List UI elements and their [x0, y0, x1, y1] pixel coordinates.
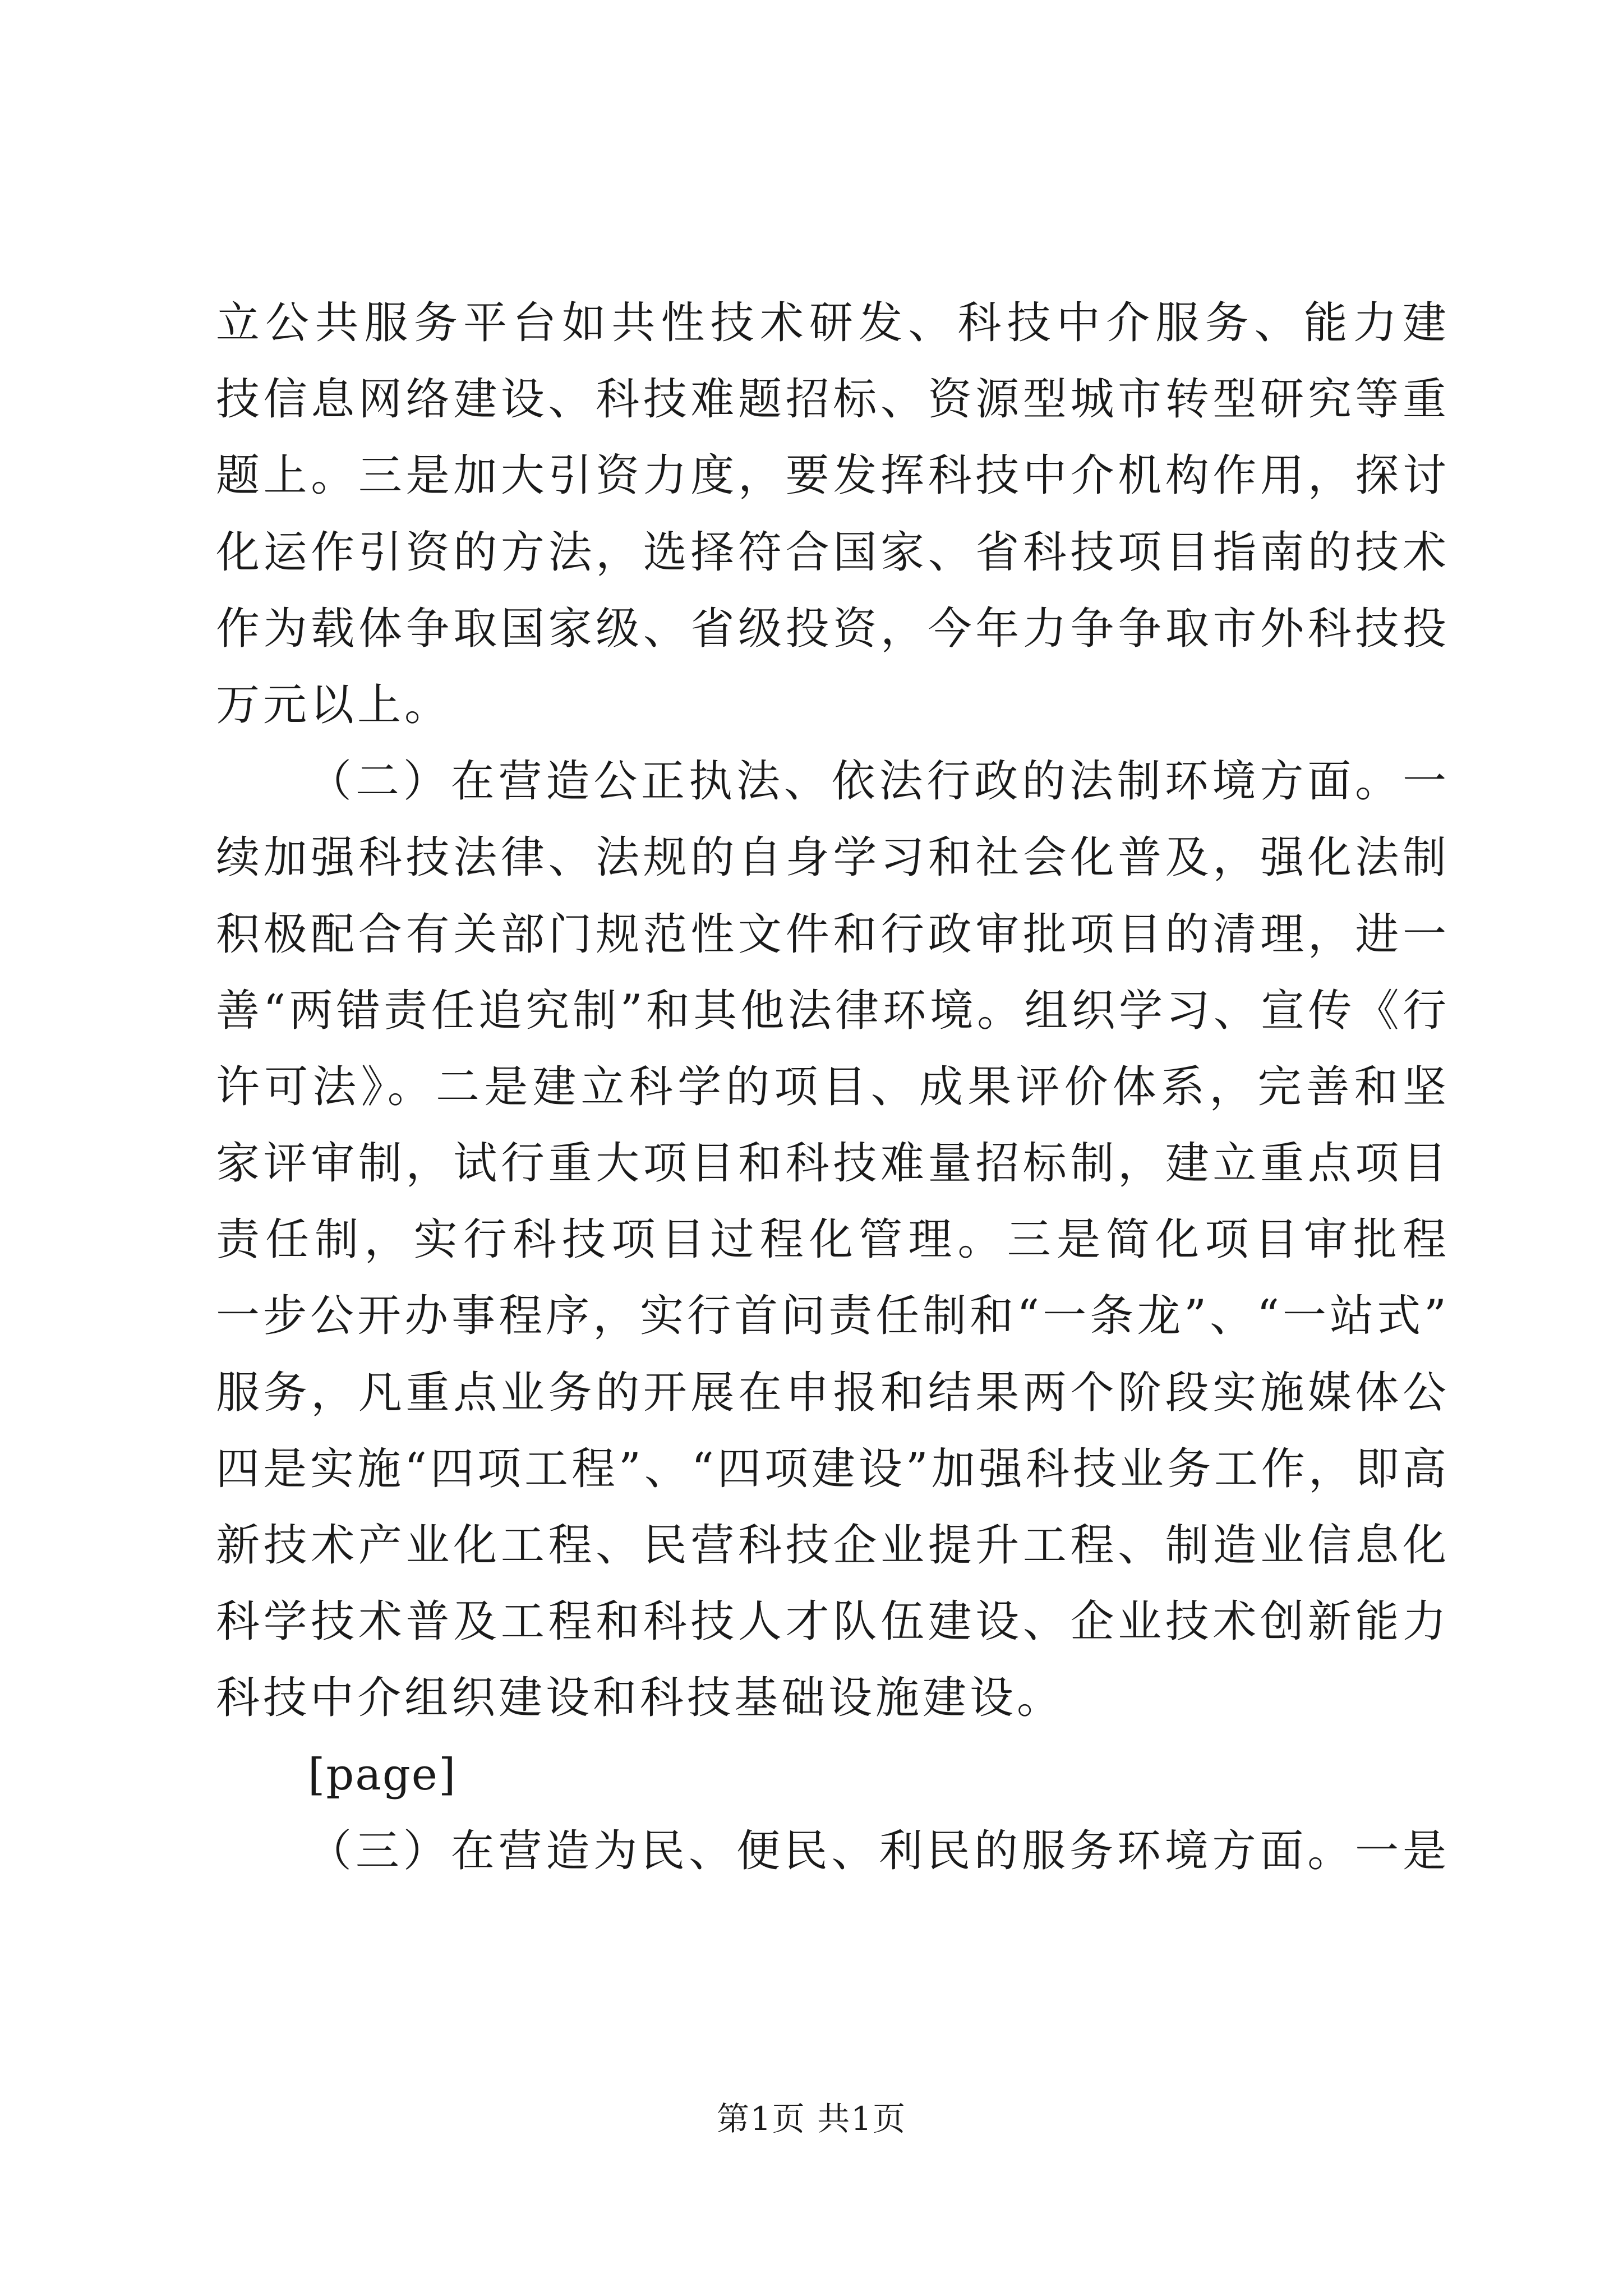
text-line: 续加强科技法律、法规的自身学习和社会化普及，强化法制: [216, 832, 1450, 884]
text-line: 万元以上。: [216, 679, 452, 730]
text-line: 新技术产业化工程、民营科技企业提升工程、制造业信息化: [216, 1520, 1450, 1571]
text-line: 科学技术普及工程和科技人才队伍建设、企业技术创新能力: [216, 1596, 1450, 1648]
page-marker: [page]: [308, 1749, 457, 1800]
document-body: [216, 296, 1450, 1901]
paragraph-first-line: （三）在营造为民、便民、利民的服务环境方面。一是: [308, 1825, 1450, 1876]
text-line: 服务，凡重点业务的开展在申报和结果两个阶段实施媒体公: [216, 1367, 1450, 1418]
text-line: 化运作引资的方法，选择符合国家、省科技项目指南的技术: [216, 527, 1450, 578]
text-line: 技信息网络建设、科技难题招标、资源型城市转型研究等重: [216, 374, 1450, 425]
page-footer: 第1页 共1页: [716, 2100, 907, 2138]
text-line: 作为载体争取国家级、省级投资，今年力争争取市外科技投: [216, 603, 1450, 654]
text-line: 善“两错责任追究制”和其他法律环境。组织学习、宣传《行: [216, 985, 1450, 1036]
text-line: 一步公开办事程序，实行首问责任制和“一条龙”、“一站式”: [216, 1291, 1450, 1342]
text-line: 科技中介组织建设和科技基础设施建设。: [216, 1673, 1064, 1724]
text-line: 许可法》。二是建立科学的项目、成果评价体系，完善和坚: [216, 1061, 1450, 1112]
text-line: 四是实施“四项工程”、“四项建设”加强科技业务工作，即高: [216, 1443, 1450, 1494]
text-line: 题上。三是加大引资力度，要发挥科技中介机构作用，探讨: [216, 450, 1450, 501]
paragraph-first-line: （二）在营造公正执法、依法行政的法制环境方面。一: [308, 756, 1450, 807]
text-line: 立公共服务平台如共性技术研发、科技中介服务、能力建: [216, 298, 1450, 348]
text-line: 责任制，实行科技项目过程化管理。三是简化项目审批程: [216, 1214, 1450, 1266]
text-line: 积极配合有关部门规范性文件和行政审批项目的清理，进一: [216, 909, 1450, 960]
text-line: 家评审制，试行重大项目和科技难量招标制，建立重点项目: [216, 1138, 1450, 1189]
